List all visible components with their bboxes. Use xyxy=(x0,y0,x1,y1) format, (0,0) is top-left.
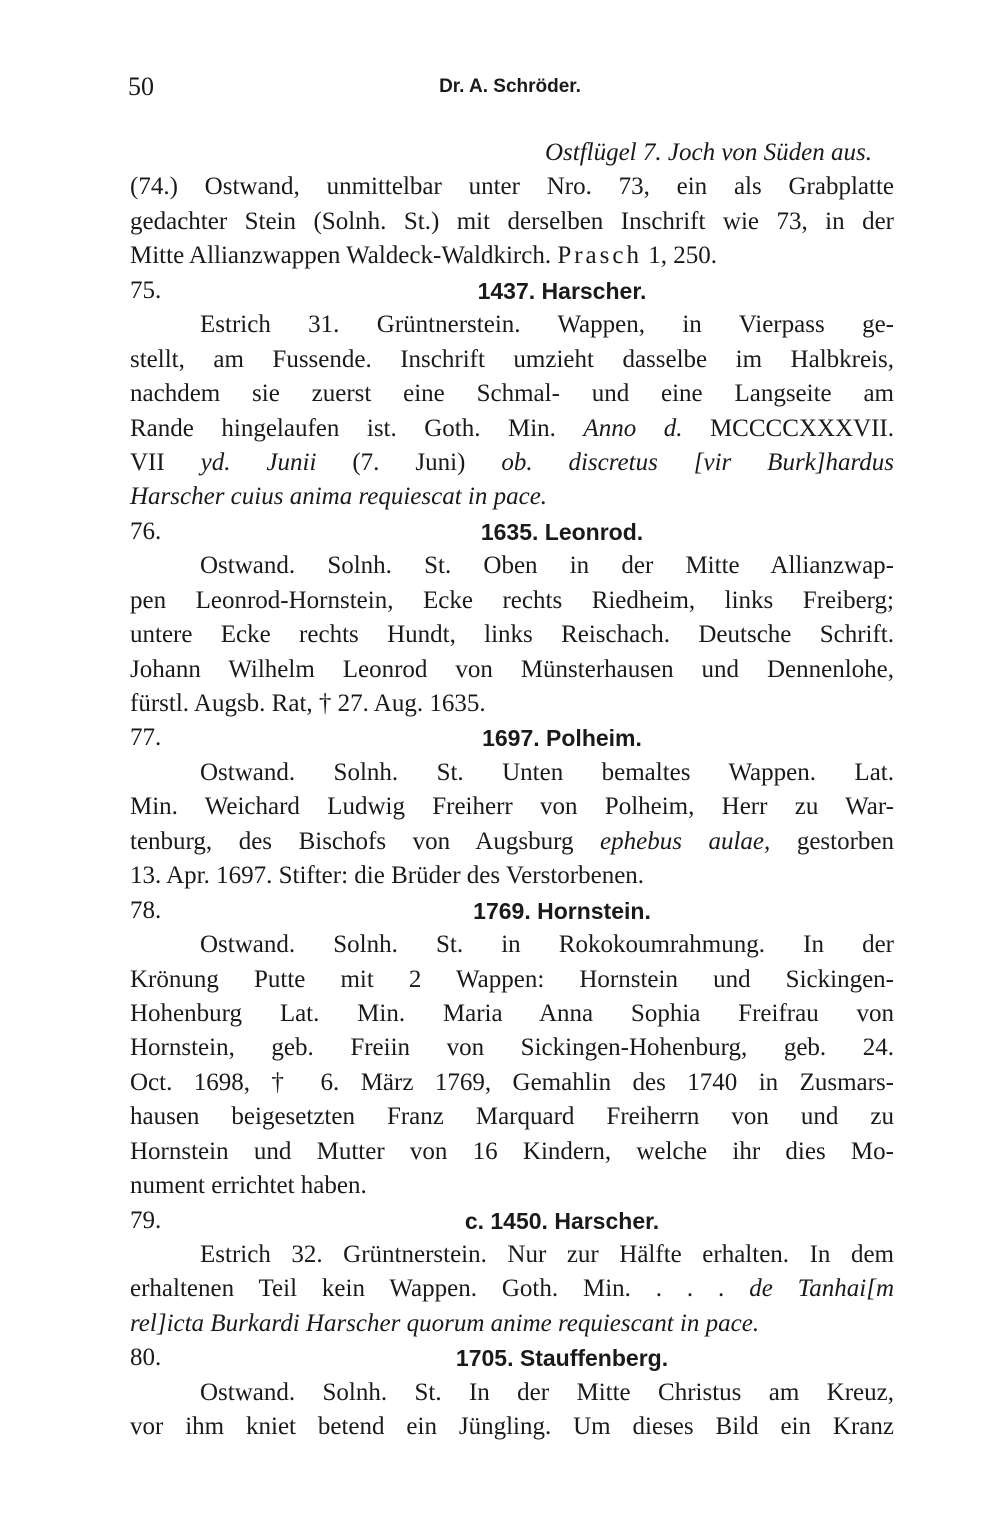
entry-75-text: Rande hingelaufen ist. Goth. Min. xyxy=(130,414,556,442)
entry-79-heading xyxy=(130,1204,894,1238)
entry-76-line-5: fürstl. Augsb. Rat, † 27. Aug. 1635. xyxy=(130,690,486,717)
entry-74-line-3 xyxy=(130,239,894,273)
entry-number: 79. xyxy=(130,1206,162,1234)
entry-78-line-7: Hornstein und Mutter von 16 Kindern, welche ihr dies Mo- xyxy=(130,1137,894,1165)
entry-79-inscription: de Tanhai[m xyxy=(749,1275,895,1303)
entry-79-line-3: rel]icta Burkardi Harscher quorum anime requiescant in pace. xyxy=(130,1309,760,1337)
entry-74-reference: 1, 250. xyxy=(648,242,717,270)
entry-75-inscription: ob. discretus [vir Burk]hardus xyxy=(501,448,895,476)
entry-77-line-4: 13. Apr. 1697. Stifter: die Brüder des Verstorbenen. xyxy=(130,862,645,890)
entry-80-line-2: vor ihm kniet betend ein Jüngling. Um dieses Bild ein Kranz xyxy=(130,1413,894,1441)
entry-79-line-1: Estrich 32. Grüntnerstein. Nur zur Hälfte erhalten. In dem xyxy=(200,1241,894,1268)
entry-79-text: erhaltenen Teil kein Wappen. Goth. Min. . . . xyxy=(130,1275,725,1303)
page-header xyxy=(128,72,892,108)
entry-number: 76. xyxy=(130,517,162,545)
entry-76-heading xyxy=(130,515,894,549)
entry-title: 1697. Polheim. xyxy=(482,725,642,752)
entry-75-formula: Anno d. xyxy=(583,414,683,442)
page-number: 50 xyxy=(128,72,154,101)
entry-77-text: gestorben xyxy=(796,827,895,855)
entry-title: c. 1450. Harscher. xyxy=(464,1207,660,1234)
entry-number: 80. xyxy=(130,1344,162,1372)
entry-80-line-1: Ostwand. Solnh. St. In der Mitte Christus am Kreuz, xyxy=(200,1378,894,1406)
entry-75-line-1: Estrich 31. Grüntnerstein. Wappen, in Vierpass ge- xyxy=(200,311,894,339)
entry-75-line-4 xyxy=(130,412,894,446)
entry-75-text: VII xyxy=(130,448,165,476)
entry-76-line-3: untere Ecke rechts Hundt, links Reischach. Deutsche Schrift. xyxy=(130,621,894,649)
entry-75-inscription: yd. Junii xyxy=(200,448,317,476)
entry-title: 1769. Hornstein. xyxy=(473,897,651,924)
entry-75-heading xyxy=(130,274,894,308)
page-body xyxy=(130,136,894,1445)
entry-77-text: tenburg, des Bischofs von Augsburg xyxy=(130,827,574,855)
entry-77-line-3 xyxy=(130,825,894,859)
entry-75-line-5 xyxy=(130,446,894,480)
entry-75-line-2: stellt, am Fussende. Inschrift umzieht dasselbe im Halbkreis, xyxy=(130,345,894,373)
entry-78-line-6: hausen beigesetzten Franz Marquard Freiherrn von und zu xyxy=(130,1103,894,1131)
entry-78-line-8: nument errichtet haben. xyxy=(130,1172,367,1200)
entry-79-line-2 xyxy=(130,1272,894,1306)
entry-74-author: Prasch xyxy=(557,242,642,270)
entry-78-heading xyxy=(130,894,894,928)
entry-76-line-1: Ostwand. Solnh. St. Oben in der Mitte Allianzwap- xyxy=(200,552,894,580)
entry-78-line-3: Hohenburg Lat. Min. Maria Anna Sophia Freifrau von xyxy=(130,999,894,1027)
entry-74-line-2: gedachter Stein (Solnh. St.) mit derselben Inschrift wie 73, in der xyxy=(130,207,894,235)
entry-76-line-2: pen Leonrod-Hornstein, Ecke rechts Riedheim, links Freiberg; xyxy=(130,586,894,614)
entry-number: 78. xyxy=(130,896,162,924)
entry-title: 1437. Harscher. xyxy=(477,277,647,304)
entry-74-text: Mitte Allianzwappen Waldeck-Waldkirch. xyxy=(130,242,552,270)
entry-78-line-1: Ostwand. Solnh. St. in Rokokoumrahmung. In der xyxy=(200,931,894,959)
entry-75-line-6: Harscher cuius anima requiescat in pace. xyxy=(130,483,548,511)
entry-75-date: MCCCCXXXVII. xyxy=(709,414,894,442)
entry-77-heading xyxy=(130,721,894,755)
entry-number: 77. xyxy=(130,724,162,752)
entry-77-line-2: Min. Weichard Ludwig Freiherr von Polheim, Herr zu War- xyxy=(130,793,894,821)
section-caption: Ostflügel 7. Joch von Süden aus. xyxy=(544,139,872,166)
entry-78-line-5: Oct. 1698, † 6. März 1769, Gemahlin des 1740 in Zusmars- xyxy=(130,1068,894,1096)
entry-78-line-4: Hornstein, geb. Freiin von Sickingen-Hohenburg, geb. 24. xyxy=(130,1034,894,1062)
entry-74-line-1: (74.) Ostwand, unmittelbar unter Nro. 73, ein als Grabplatte xyxy=(130,173,894,201)
entry-title: 1705. Stauffenberg. xyxy=(455,1345,669,1372)
entry-78-line-2: Krönung Putte mit 2 Wappen: Hornstein und Sickingen- xyxy=(130,965,894,993)
entry-75-line-3: nachdem sie zuerst eine Schmal- und eine Langseite am xyxy=(130,380,894,408)
entry-77-line-1: Ostwand. Solnh. St. Unten bemaltes Wappen. Lat. xyxy=(200,758,894,786)
entry-number: 75. xyxy=(130,276,162,304)
entry-76-line-4: Johann Wilhelm Leonrod von Münsterhausen und Dennenlohe, xyxy=(130,655,894,683)
entry-80-heading xyxy=(130,1341,894,1375)
running-head: Dr. A. Schröder. xyxy=(439,76,581,97)
entry-77-latin: ephebus aulae, xyxy=(600,827,771,855)
entry-title: 1635. Leonrod. xyxy=(480,518,644,545)
entry-75-gloss: (7. Juni) xyxy=(352,448,466,476)
